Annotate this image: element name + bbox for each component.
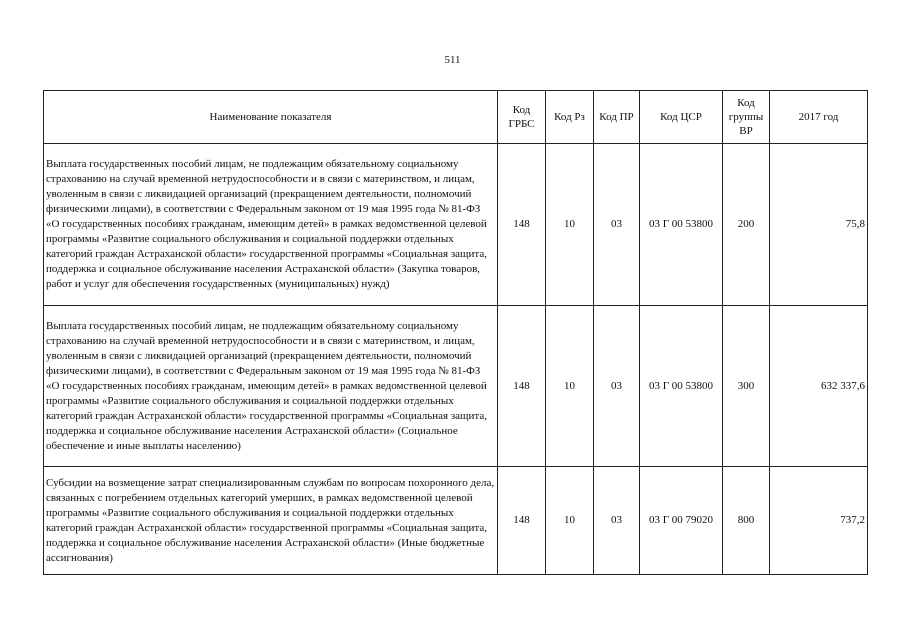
row-csr: 03 Г 00 53800 [640,306,723,467]
row-grbs: 148 [498,144,546,306]
row-amount: 75,8 [770,144,868,306]
header-rz: Код Рз [546,91,594,144]
header-year: 2017 год [770,91,868,144]
row-vr: 300 [723,306,770,467]
header-grbs: Код ГРБС [498,91,546,144]
row-amount: 632 337,6 [770,306,868,467]
table-row [44,144,868,306]
row-grbs: 148 [498,306,546,467]
row-pr: 03 [594,306,640,467]
table-row [44,306,868,467]
row-amount: 737,2 [770,467,868,575]
row-rz: 10 [546,306,594,467]
row-rz: 10 [546,144,594,306]
table-row [44,467,868,575]
table-header [44,91,868,144]
row-pr: 03 [594,144,640,306]
budget-table [43,90,868,575]
row-name: Выплата государственных пособий лицам, не подлежащим обязательному социальному страхованию на случай временной нетрудоспособности и в связи с материнством, и лицам, уволенным в связи с ликвидацией организаций (прекращением деятельности, полномочий физическими лицами), в соответствии с Федеральным законом от 19 мая 1995 года № 81-ФЗ «О государственных пособиях гражданам, имеющим детей» в рамках ведомственной целевой программы «Развитие социального обслуживания и социальной поддержки отдельных категорий граждан Астраханской области» государственной программы «Социальная защита, поддержка и социальное обслуживание населения Астраханской области» (Закупка товаров, работ и услуг для обеспечения государственных (муниципальных) нужд) [44,144,498,306]
row-grbs: 148 [498,467,546,575]
row-vr: 200 [723,144,770,306]
row-csr: 03 Г 00 53800 [640,144,723,306]
header-vr: Код группы ВР [723,91,770,144]
header-name: Наименование показателя [44,91,498,144]
header-csr: Код ЦСР [640,91,723,144]
page-number: 511 [444,54,461,66]
header-pr: Код ПР [594,91,640,144]
row-pr: 03 [594,467,640,575]
row-name: Субсидии на возмещение затрат специализированным службам по вопросам похоронного дела, связанных с погребением отдельных категорий умерших, в рамках ведомственной целевой программы «Развитие социального обслуживания и социальной поддержки отдельных категорий граждан Астраханской области» государственной программы «Социальная защита, поддержка и социальное обслуживание населения Астраханской области» (Иные бюджетные ассигнования) [44,467,498,575]
row-csr: 03 Г 00 79020 [640,467,723,575]
row-rz: 10 [546,467,594,575]
row-name: Выплата государственных пособий лицам, не подлежащим обязательному социальному страхованию на случай временной нетрудоспособности и в связи с материнством, и лицам, уволенным в связи с ликвидацией организаций (прекращением деятельности, полномочий физическими лицами), в соответствии с Федеральным законом от 19 мая 1995 года № 81-ФЗ «О государственных пособиях гражданам, имеющим детей» в рамках ведомственной целевой программы «Развитие социального обслуживания и социальной поддержки отдельных категорий граждан Астраханской области» государственной программы «Социальная защита, поддержка и социальное обслуживание населения Астраханской области» (Социальное обеспечение и иные выплаты населению) [44,306,498,467]
row-vr: 800 [723,467,770,575]
